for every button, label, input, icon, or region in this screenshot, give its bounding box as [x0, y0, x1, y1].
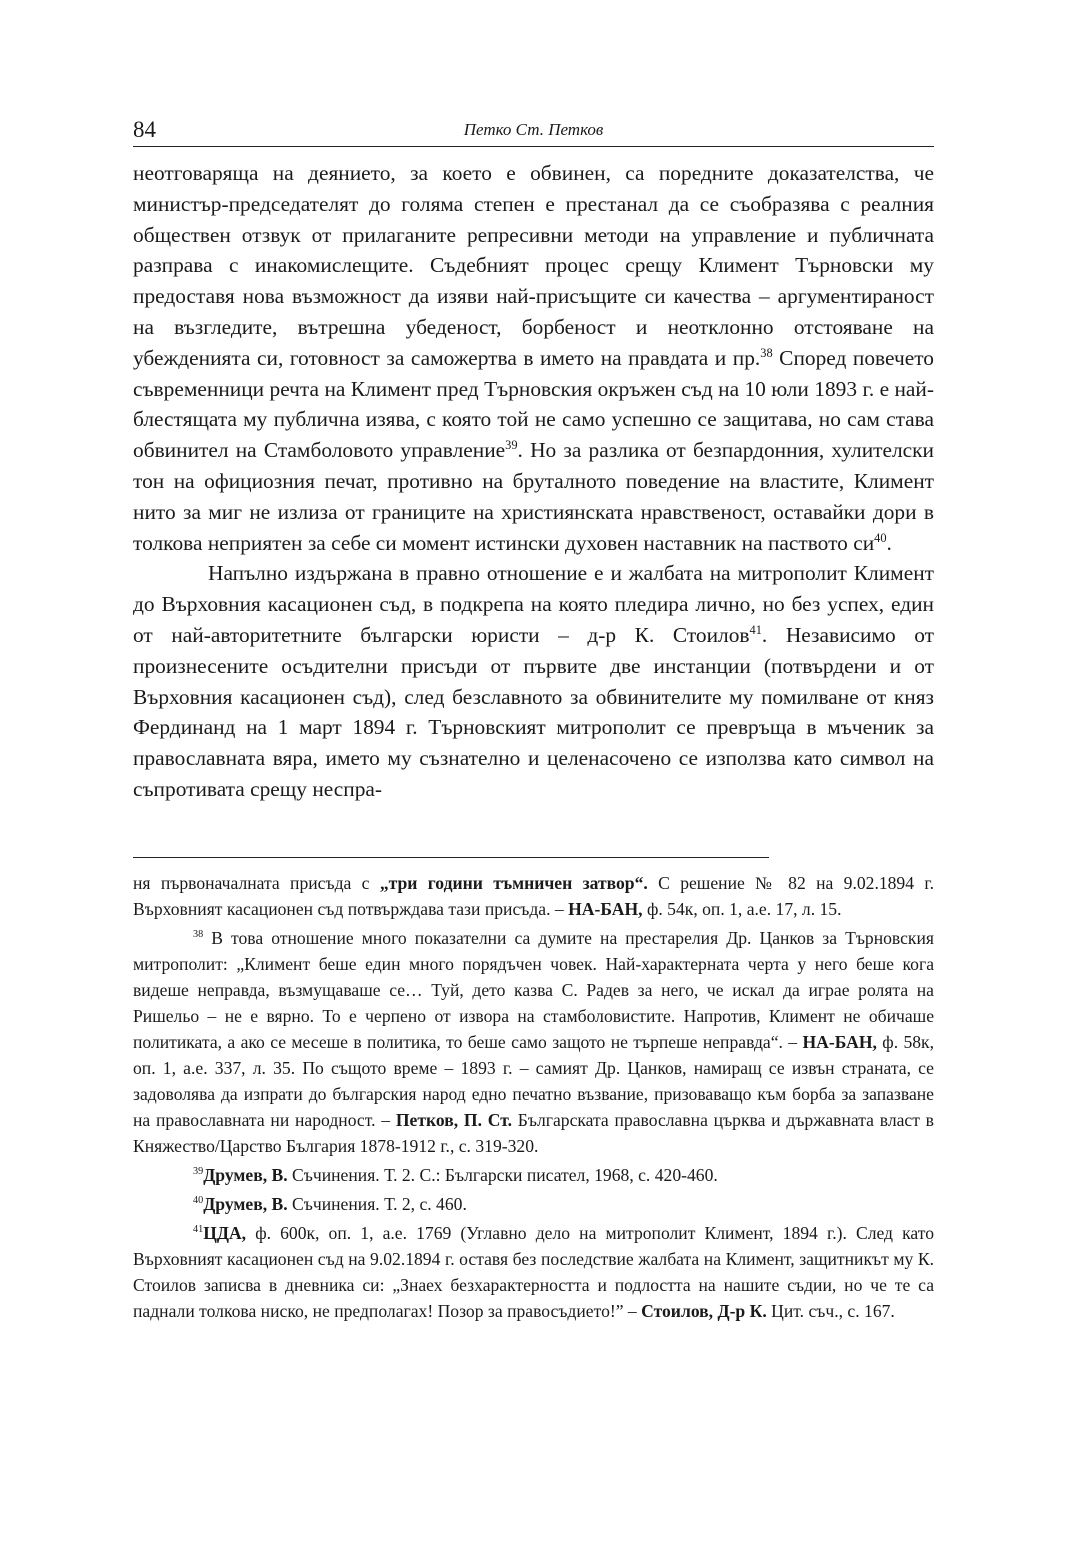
- footnote-number: 40: [193, 1195, 204, 1207]
- footnote-ref-41: 41: [749, 622, 762, 637]
- footnote-38: [133, 925, 934, 1159]
- main-text: [133, 158, 934, 805]
- footnotes: [133, 870, 934, 1324]
- running-head: Петко Ст. Петков: [463, 120, 604, 139]
- text-run: ня първоначалната присъда с: [133, 873, 380, 893]
- page-header: [133, 116, 934, 147]
- text-run: .: [886, 530, 892, 555]
- footnote-ref-40: 40: [874, 530, 887, 545]
- footnote-number: 38: [193, 929, 204, 941]
- footnote-number: 39: [193, 1166, 204, 1178]
- bold-text: НА-БАН,: [568, 899, 643, 919]
- footnote-number: 41: [193, 1224, 204, 1236]
- paragraph-1: [133, 158, 934, 558]
- text-run: Българската православна църква и държавната власт в Княжество/Царство България 1878-1912 г., с. 319-320.: [133, 1110, 934, 1156]
- text-run: неотговаряща на деянието, за което е обвинен, са поредните доказателства, че министър-председателят до голяма степен е престанал да се съобразява с реалния обществен отзвук от прилаганите репресивни методи на управление и публичната разправа с инакомислещите. Съдебният процес срещу Климент Търновски му предоставя нова възможност да изяви най-присъщите си качества – аргументираност на възгледите, вътрешна убеденост, борбеност и неотклонно отстояване на убежденията си, готовност за саможертва в името на правдата и пр.: [133, 161, 934, 370]
- text-run: ф. 58к, оп. 1, а.е. 337, л. 35. По същото време – 1893 г. – самият Др. Цанков, намиращ се извън страната, се задоволява да изпрати до българския народ едно печатно възвание, призоваващо към борба за запазване на православната ни народност. –: [133, 1032, 935, 1130]
- footnote-41: [133, 1220, 934, 1324]
- footnote-39: [133, 1162, 934, 1188]
- footnote-ref-38: 38: [760, 345, 773, 360]
- footnote-40: [133, 1191, 934, 1217]
- bold-text: Петков, П. Ст.: [395, 1110, 512, 1130]
- paragraph-2: [133, 558, 934, 804]
- text-run: С решение № 82 на 9.02.1894 г. Върховният касационен съд потвърждава тази присъда. –: [133, 873, 934, 919]
- footnote-ref-39: 39: [505, 438, 518, 453]
- text-run: ф. 600к, оп. 1, а.е. 1769 (Углавно дело на митрополит Климент, 1894 г.). След като Върховният касационен съд на 9.02.1894 г. оставя без последствие жалбата на Климент, защитникът му К. Стоилов записва в дневника си: „Знаех безхарактерността и подлостта на нашите съдии, но че те са паднали толкова ниско, не предполагах! Позор за правосъдието!” –: [133, 1223, 934, 1321]
- text-run: Съчинения. Т. 2, с. 460.: [287, 1194, 467, 1214]
- text-run: ф. 54к, оп. 1, а.е. 17, л. 15.: [642, 899, 842, 919]
- bold-text: „три години тъмничен затвор“.: [379, 873, 648, 893]
- bold-text: Стоилов, Д-р К.: [641, 1301, 767, 1321]
- bold-text: Друмев, В.: [203, 1194, 288, 1214]
- text-run: . Но за разлика от безпардонния, хулителски тон на официозния печат, противно на бруталното поведение на властите, Климент нито за миг не излиза от границите на християнската нравственост, оставайки дори в толкова неприятен за себе си момент истински духовен наставник на паството си: [133, 438, 934, 555]
- bold-text: ЦДА,: [203, 1223, 247, 1243]
- footnote-continuation: [133, 870, 934, 922]
- text-run: В това отношение много показателни са думите на престарелия Др. Цанков за Търновския митрополит: „Климент беше един много порядъчен човек. Най-характерната черта у него беше кога видеше неправда, възмущаваше се… Туй, дето казва С. Радев за него, че искал да играе ролята на Ришельо – не е вярно. То е черпено от извора на стамболовистите. Напротив, Климент не обичаше политиката, а ако се месеше в политика, то беше само защото не търпеше неправда“. –: [133, 928, 934, 1052]
- page-number: 84: [133, 117, 156, 142]
- bold-text: Друмев, В.: [203, 1165, 288, 1185]
- footnote-separator: [133, 857, 769, 858]
- text-run: Съчинения. Т. 2. С.: Български писател, 1968, с. 420-460.: [287, 1165, 718, 1185]
- text-run: Напълно издържана в правно отношение е и жалбата на митрополит Климент до Върховния касационен съд, в подкрепа на която пледира лично, но без успех, един от най-авторитетните български юристи – д-р К. Стоилов: [133, 561, 934, 647]
- text-run: . Независимо от произнесените осъдителни присъди от първите две инстанции (потвърдени и от Върховния касационен съд), след безславното за обвинителите му помилване от княз Фердинанд на 1 март 1894 г. Търновският митрополит се превръща в мъченик за православната вяра, името му съзнателно и целенасочено се използва като символ на съпротивата срещу неспра-: [133, 622, 935, 801]
- text-run: Според повечето съвременници речта на Климент пред Търновския окръжен съд на 10 юли 1893 г. е най-блестящата му публична изява, с която той не само успешно се защитава, но сам става обвинител на Стамболовото управление: [133, 345, 934, 463]
- bold-text: НА-БАН,: [802, 1032, 877, 1052]
- text-run: Цит. съч., с. 167.: [766, 1301, 895, 1321]
